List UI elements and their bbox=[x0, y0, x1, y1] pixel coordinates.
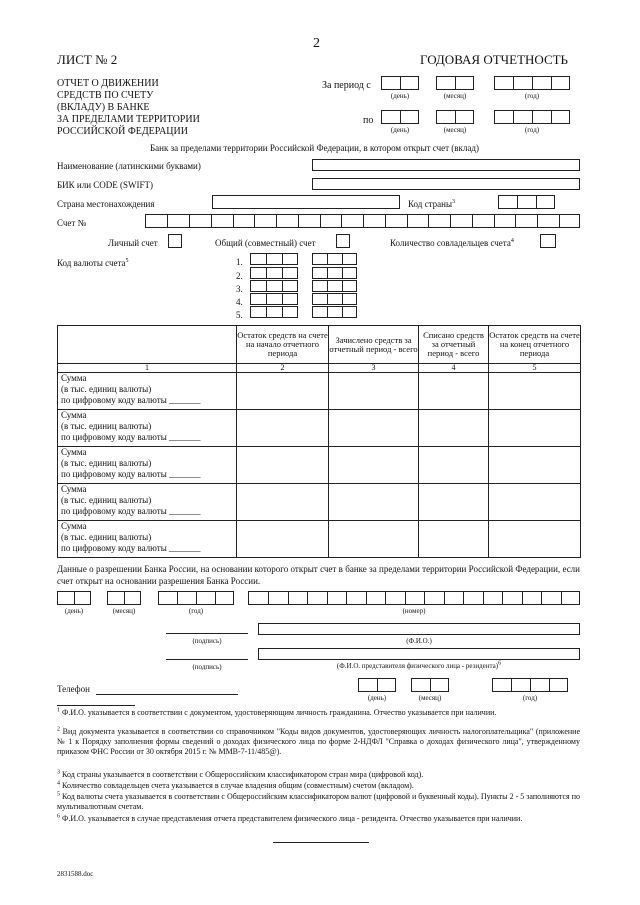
currency-row-number: 1. bbox=[236, 257, 243, 267]
currency-numeric-code[interactable] bbox=[250, 253, 298, 265]
row-label: Сумма (в тыс. единиц валюты) по цифровому коду валюты _______ bbox=[58, 410, 237, 447]
table-cell[interactable] bbox=[237, 410, 329, 447]
table-cell[interactable] bbox=[237, 484, 329, 521]
report-name bbox=[57, 78, 200, 138]
permission-text: Данные о разрешении Банка России, на основании которого открыт счет в банке за пределами территории Российской Федерации, если счет открыт на основании разрешения Банка России. bbox=[57, 564, 580, 586]
table-cell[interactable] bbox=[419, 484, 489, 521]
period-to-label: по bbox=[363, 115, 374, 126]
rep-signature-line bbox=[166, 659, 248, 660]
table-row bbox=[58, 484, 581, 521]
account-movement-table bbox=[57, 325, 581, 558]
rep-fio-caption: (Ф.И.О. представителя физического лица - резидента)$^6$ bbox=[336, 660, 502, 670]
column-number: 3 bbox=[329, 364, 419, 373]
bic-field[interactable] bbox=[312, 178, 580, 190]
table-cell[interactable] bbox=[237, 373, 329, 410]
signature-caption: (подпись) bbox=[192, 663, 222, 671]
name-label: Наименование (латинскими буквами) bbox=[57, 161, 201, 171]
table-cell[interactable] bbox=[489, 521, 581, 558]
footnote: $^5$ Код валюты счета указывается в соответствии с Общероссийским классификатором валют (цифровой и буквенный коды). Пункты 2 - 5 заполняются по мультивалютным счетам. bbox=[57, 791, 580, 811]
personal-account-checkbox[interactable] bbox=[168, 234, 182, 248]
day-caption: (день) bbox=[64, 607, 84, 615]
country-field[interactable] bbox=[212, 195, 400, 209]
table-cell[interactable] bbox=[419, 410, 489, 447]
currency-letter-code[interactable] bbox=[312, 306, 357, 318]
row-label: Сумма (в тыс. единиц валюты) по цифровому коду валюты _______ bbox=[58, 373, 237, 410]
joint-account-checkbox[interactable] bbox=[336, 234, 350, 248]
table-cell[interactable] bbox=[489, 410, 581, 447]
period-to-year[interactable] bbox=[494, 110, 570, 124]
table-cell[interactable] bbox=[329, 410, 419, 447]
page-number: 2 bbox=[313, 36, 320, 51]
year-caption: (год) bbox=[188, 607, 204, 615]
sign-date-year[interactable] bbox=[492, 678, 568, 692]
table-cell[interactable] bbox=[329, 484, 419, 521]
table-cell[interactable] bbox=[329, 447, 419, 484]
table-header-row bbox=[58, 326, 581, 364]
table-cell[interactable] bbox=[419, 447, 489, 484]
year-caption: (год) bbox=[524, 126, 540, 134]
currency-row-number: 5. bbox=[236, 310, 243, 320]
sign-date-month[interactable] bbox=[411, 678, 449, 692]
co-owners-field[interactable] bbox=[540, 234, 556, 248]
currency-row-number: 3. bbox=[236, 284, 243, 294]
account-number-field[interactable] bbox=[145, 214, 580, 228]
country-code-label: Код страны$^3$ bbox=[408, 199, 456, 209]
rep-fio-field[interactable] bbox=[258, 648, 580, 660]
document-code: 2831588.doc bbox=[57, 870, 94, 878]
row-label: Сумма (в тыс. единиц валюты) по цифровому коду валюты _______ bbox=[58, 484, 237, 521]
personal-account-label: Личный счет bbox=[108, 238, 158, 248]
period-from-year[interactable] bbox=[494, 76, 570, 90]
permission-number[interactable] bbox=[248, 591, 580, 605]
table-cell[interactable] bbox=[489, 484, 581, 521]
column-number: 5 bbox=[489, 364, 581, 373]
report-name-line: ОТЧЕТ О ДВИЖЕНИИ bbox=[57, 78, 159, 89]
permission-month[interactable] bbox=[107, 591, 141, 605]
bic-label: БИК или CODE (SWIFT) bbox=[57, 180, 154, 190]
table-row bbox=[58, 410, 581, 447]
fio-caption: (Ф.И.О.) bbox=[406, 637, 432, 645]
table-cell[interactable] bbox=[419, 373, 489, 410]
currency-letter-code[interactable] bbox=[312, 267, 357, 279]
report-name-line: РОССИЙСКОЙ ФЕДЕРАЦИИ bbox=[57, 126, 188, 137]
report-name-line: (ВКЛАДУ) В БАНКЕ bbox=[57, 102, 150, 113]
footnote-divider bbox=[57, 705, 135, 706]
currency-row-number: 2. bbox=[236, 271, 243, 281]
period-from-month[interactable] bbox=[436, 76, 474, 90]
signature-caption: (подпись) bbox=[192, 637, 222, 645]
period-to-day[interactable] bbox=[381, 110, 419, 124]
column-number: 4 bbox=[419, 364, 489, 373]
phone-label: Телефон bbox=[57, 684, 90, 694]
permission-day[interactable] bbox=[57, 591, 91, 605]
currency-numeric-code[interactable] bbox=[250, 306, 298, 318]
permission-year[interactable] bbox=[158, 591, 234, 605]
report-name-line: ЗА ПРЕДЕЛАМИ ТЕРРИТОРИИ bbox=[57, 114, 200, 125]
row-label: Сумма (в тыс. единиц валюты) по цифровому коду валюты _______ bbox=[58, 447, 237, 484]
bank-name-field[interactable] bbox=[312, 159, 580, 171]
footnote: $^2$ Вид документа указывается в соответствии со справочником "Коды видов документов, удостоверяющих личность налогоплательщика" (приложение № 1 к Порядку заполнения формы сведений о доходах физического лица по форме 2-НДФЛ "Справка о доходах физического лица", утвержденному приказом ФНС России от 30 октября 2015 г. № ММВ-7-11/485@). bbox=[57, 726, 580, 756]
currency-letter-code[interactable] bbox=[312, 280, 357, 292]
period-to-month[interactable] bbox=[436, 110, 474, 124]
table-cell[interactable] bbox=[329, 521, 419, 558]
table-row bbox=[58, 521, 581, 558]
footnote: $^3$ Код страны указывается в соответствии с Общероссийским классификатором стран мира (цифровой код). bbox=[57, 769, 424, 779]
table-cell[interactable] bbox=[489, 373, 581, 410]
footnote: $^6$ Ф.И.О. указывается в случае представления отчета представителем физического лица - резидента. Отчество указывается при наличии. bbox=[57, 813, 523, 823]
month-caption: (месяц) bbox=[443, 92, 467, 100]
report-name-line: СРЕДСТВ ПО СЧЕТУ bbox=[57, 90, 154, 101]
column-number: 2 bbox=[237, 364, 329, 373]
period-from-day[interactable] bbox=[381, 76, 419, 90]
year-caption: (год) bbox=[524, 92, 540, 100]
header-cell: Остаток средств на счете на начало отчетного периода bbox=[237, 326, 329, 364]
account-label: Счет № bbox=[57, 218, 87, 228]
currency-numeric-code[interactable] bbox=[250, 267, 298, 279]
bank-section-title: Банк за пределами территории Российской Федерации, в котором открыт счет (вклад) bbox=[150, 143, 479, 153]
report-title: ГОДОВАЯ ОТЧЕТНОСТЬ bbox=[420, 52, 569, 67]
table-cell[interactable] bbox=[237, 521, 329, 558]
column-number: 1 bbox=[58, 364, 237, 373]
header-cell bbox=[58, 326, 237, 364]
month-caption: (месяц) bbox=[418, 694, 442, 702]
row-label: Сумма (в тыс. единиц валюты) по цифровому коду валюты _______ bbox=[58, 521, 237, 558]
day-caption: (день) bbox=[390, 126, 410, 134]
number-caption: (номер) bbox=[402, 607, 426, 615]
period-from-label: За период с bbox=[322, 80, 371, 91]
currency-code-label: Код валюты счета$^5$ bbox=[57, 258, 129, 268]
co-owners-label: Количество совладельцев счета$^4$ bbox=[390, 238, 514, 248]
footnote: $^1$ Ф.И.О. указывается в соответствии с документом, удостоверяющим личность гражданина. Отчество указывается при наличии. bbox=[57, 707, 497, 717]
country-code-field[interactable] bbox=[498, 195, 555, 209]
country-label: Страна местонахождения bbox=[57, 199, 155, 209]
currency-numeric-code[interactable] bbox=[250, 293, 298, 305]
currency-letter-code[interactable] bbox=[312, 293, 357, 305]
table-row bbox=[58, 447, 581, 484]
table-cell[interactable] bbox=[329, 373, 419, 410]
signature-line bbox=[166, 633, 248, 634]
currency-numeric-code[interactable] bbox=[250, 280, 298, 292]
footnote-end-line bbox=[273, 842, 369, 843]
table-cell[interactable] bbox=[237, 447, 329, 484]
joint-account-label: Общий (совместный) счет bbox=[215, 238, 316, 248]
header-cell: Зачислено средств за отчетный период - всего bbox=[329, 326, 419, 364]
currency-letter-code[interactable] bbox=[312, 253, 357, 265]
fio-field[interactable] bbox=[258, 623, 580, 635]
month-caption: (месяц) bbox=[443, 126, 467, 134]
sign-date-day[interactable] bbox=[358, 678, 396, 692]
currency-row-number: 4. bbox=[236, 297, 243, 307]
phone-line bbox=[96, 694, 238, 695]
sheet-title: ЛИСТ № 2 bbox=[57, 52, 118, 67]
header-cell: Остаток средств на счете на конец отчетного периода bbox=[489, 326, 581, 364]
month-caption: (месяц) bbox=[112, 607, 136, 615]
day-caption: (день) bbox=[390, 92, 410, 100]
header-cell: Списано средств за отчетный период - всего bbox=[419, 326, 489, 364]
column-number-row bbox=[58, 364, 581, 373]
footnote: $^4$ Количество совладельцев счета указывается в случае владения общим (совместным) счетом (вкладом). bbox=[57, 780, 414, 790]
table-cell[interactable] bbox=[489, 447, 581, 484]
table-row bbox=[58, 373, 581, 410]
table-cell[interactable] bbox=[419, 521, 489, 558]
day-caption: (день) bbox=[367, 694, 387, 702]
year-caption: (год) bbox=[522, 694, 538, 702]
